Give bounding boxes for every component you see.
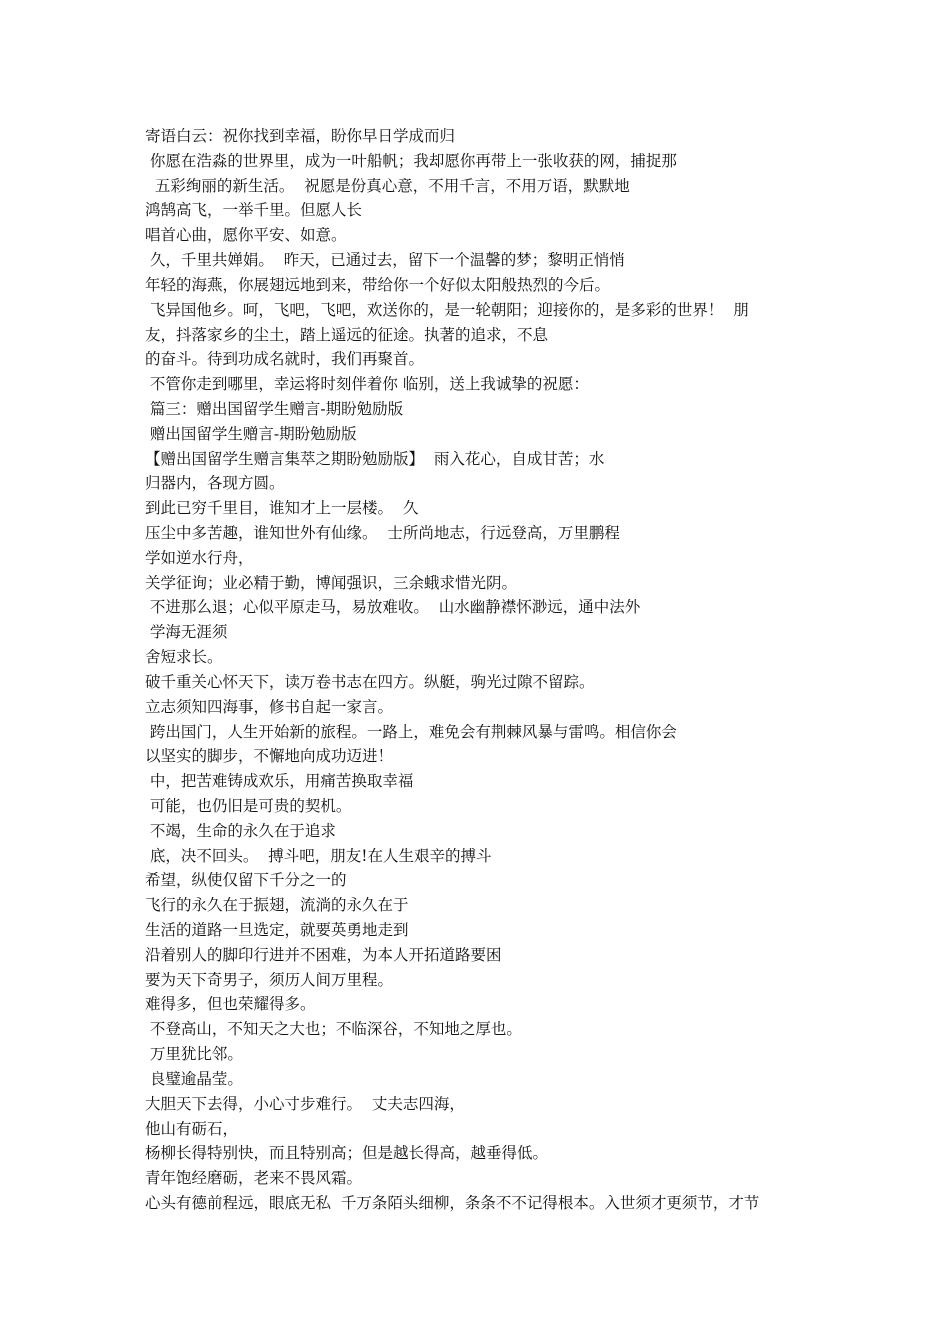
text-line: 学海无涯须 xyxy=(145,623,228,642)
text-line: 希望，纵使仅留下千分之一的 xyxy=(145,871,347,890)
text-line: 要为天下奇男子，须历人间万里程。 xyxy=(145,970,394,989)
text-line: 学如逆水行舟， xyxy=(145,548,254,567)
text-line: 他山有砺石， xyxy=(145,1119,239,1138)
text-line: 中，把苦难铸成欢乐，用痛苦换取幸福 xyxy=(145,772,414,791)
text-line: 久，千里共婵娟。 昨天，已通过去，留下一个温馨的梦；黎明正悄悄 xyxy=(145,251,625,270)
text-line: 鸿鹄高飞，一举千里。但愿人长 xyxy=(145,201,363,220)
text-line: 沿着别人的脚印行进并不困难，为本人开拓道路要困 xyxy=(145,945,502,964)
text-line: 你愿在浩淼的世界里，成为一叶船帆；我却愿你再带上一张收获的网，捕捉那 xyxy=(145,151,677,170)
text-line: 底，决不回头。 搏斗吧，朋友!在人生艰辛的搏斗 xyxy=(145,846,492,865)
text-line: 年轻的海燕，你展翅远地到来，带给你一个好似太阳般热烈的今后。 xyxy=(145,275,611,294)
text-line: 关学征询；业必精于勤，博闻强识，三余蛾求惜光阴。 xyxy=(145,573,518,592)
text-line: 友，抖落家乡的尘土，踏上遥远的征途。执著的追求，不息 xyxy=(145,325,549,344)
text-line: 舍短求长。 xyxy=(145,648,223,667)
text-line: 不登高山，不知天之大也；不临深谷，不知地之厚也。 xyxy=(145,1020,522,1039)
text-line: 不进那么退；心似平原走马，易放难收。 山水幽静襟怀渺远，通中法外 xyxy=(145,598,641,617)
text-line: 五彩绚丽的新生活。 祝愿是份真心意，不用千言，不用万语，默默地 xyxy=(145,176,630,195)
text-line: 破千重关心怀天下，读万卷书志在四方。纵艇，驹光过隙不留踪。 xyxy=(145,672,595,691)
text-line: 青年饱经磨砺，老来不畏风霜。 xyxy=(145,1169,363,1188)
text-line: 赠出国留学生赠言-期盼勉励版 xyxy=(145,424,357,443)
text-line: 寄语白云：祝你找到幸福，盼你早日学成而归 xyxy=(145,127,456,145)
text-line: 唱首心曲，愿你平安、如意。 xyxy=(145,226,347,245)
text-line: 立志须知四海事，修书自起一家言。 xyxy=(145,697,394,716)
text-line: 生活的道路一旦选定，就要英勇地走到 xyxy=(145,921,409,939)
text-line: 压尘中多苦趣，谁知世外有仙缘。 士所尚地志，行远登高，万里鹏程 xyxy=(145,524,620,542)
text-line: 归器内，各现方圆。 xyxy=(145,474,285,493)
text-line: 飞行的永久在于振翅，流淌的永久在于 xyxy=(145,896,409,915)
text-line: 万里犹比邻。 xyxy=(145,1045,243,1064)
document-body xyxy=(145,124,810,1216)
text-line: 跨出国门，人生开始新的旅程。一路上，难免会有荆棘风暴与雷鸣。相信你会 xyxy=(145,722,677,741)
text-line: 不竭，生命的永久在于追求 xyxy=(145,821,336,840)
text-line: 飞异国他乡。呵，飞吧，飞吧，欢送你的，是一轮朝阳；迎接你的，是多彩的世界！ 朋 xyxy=(145,300,749,319)
text-line: 【赠出国留学生赠言集萃之期盼勉励版】 雨入花心，自成甘苦；水 xyxy=(145,449,605,468)
text-line: 心头有德前程远，眼底无私 千万条陌头细柳，条条不不记得根本。入世须才更须节，才节 xyxy=(145,1193,760,1212)
text-line: 的奋斗。待到功成名就时，我们再聚首。 xyxy=(145,350,425,369)
text-line: 良璧逾晶莹。 xyxy=(145,1069,243,1088)
text-line: 大胆天下去得，小心寸步难行。 丈夫志四海， xyxy=(145,1094,465,1113)
text-line: 不管你走到哪里，幸运将时刻伴着你 临别，送上我诚挚的祝愿： xyxy=(145,375,589,394)
text-line: 杨柳长得特别快，而且特别高；但是越长得高，越垂得低。 xyxy=(145,1144,549,1163)
text-line: 难得多，但也荣耀得多。 xyxy=(145,995,316,1014)
text-line: 以坚实的脚步，不懈地向成功迈进！ xyxy=(145,747,394,766)
text-line: 篇三：赠出国留学生赠言-期盼勉励版 xyxy=(145,399,404,418)
text-line: 到此已穷千里目，谁知才上一层楼。 久 xyxy=(145,499,419,518)
text-line: 可能，也仍旧是可贵的契机。 xyxy=(145,796,352,815)
